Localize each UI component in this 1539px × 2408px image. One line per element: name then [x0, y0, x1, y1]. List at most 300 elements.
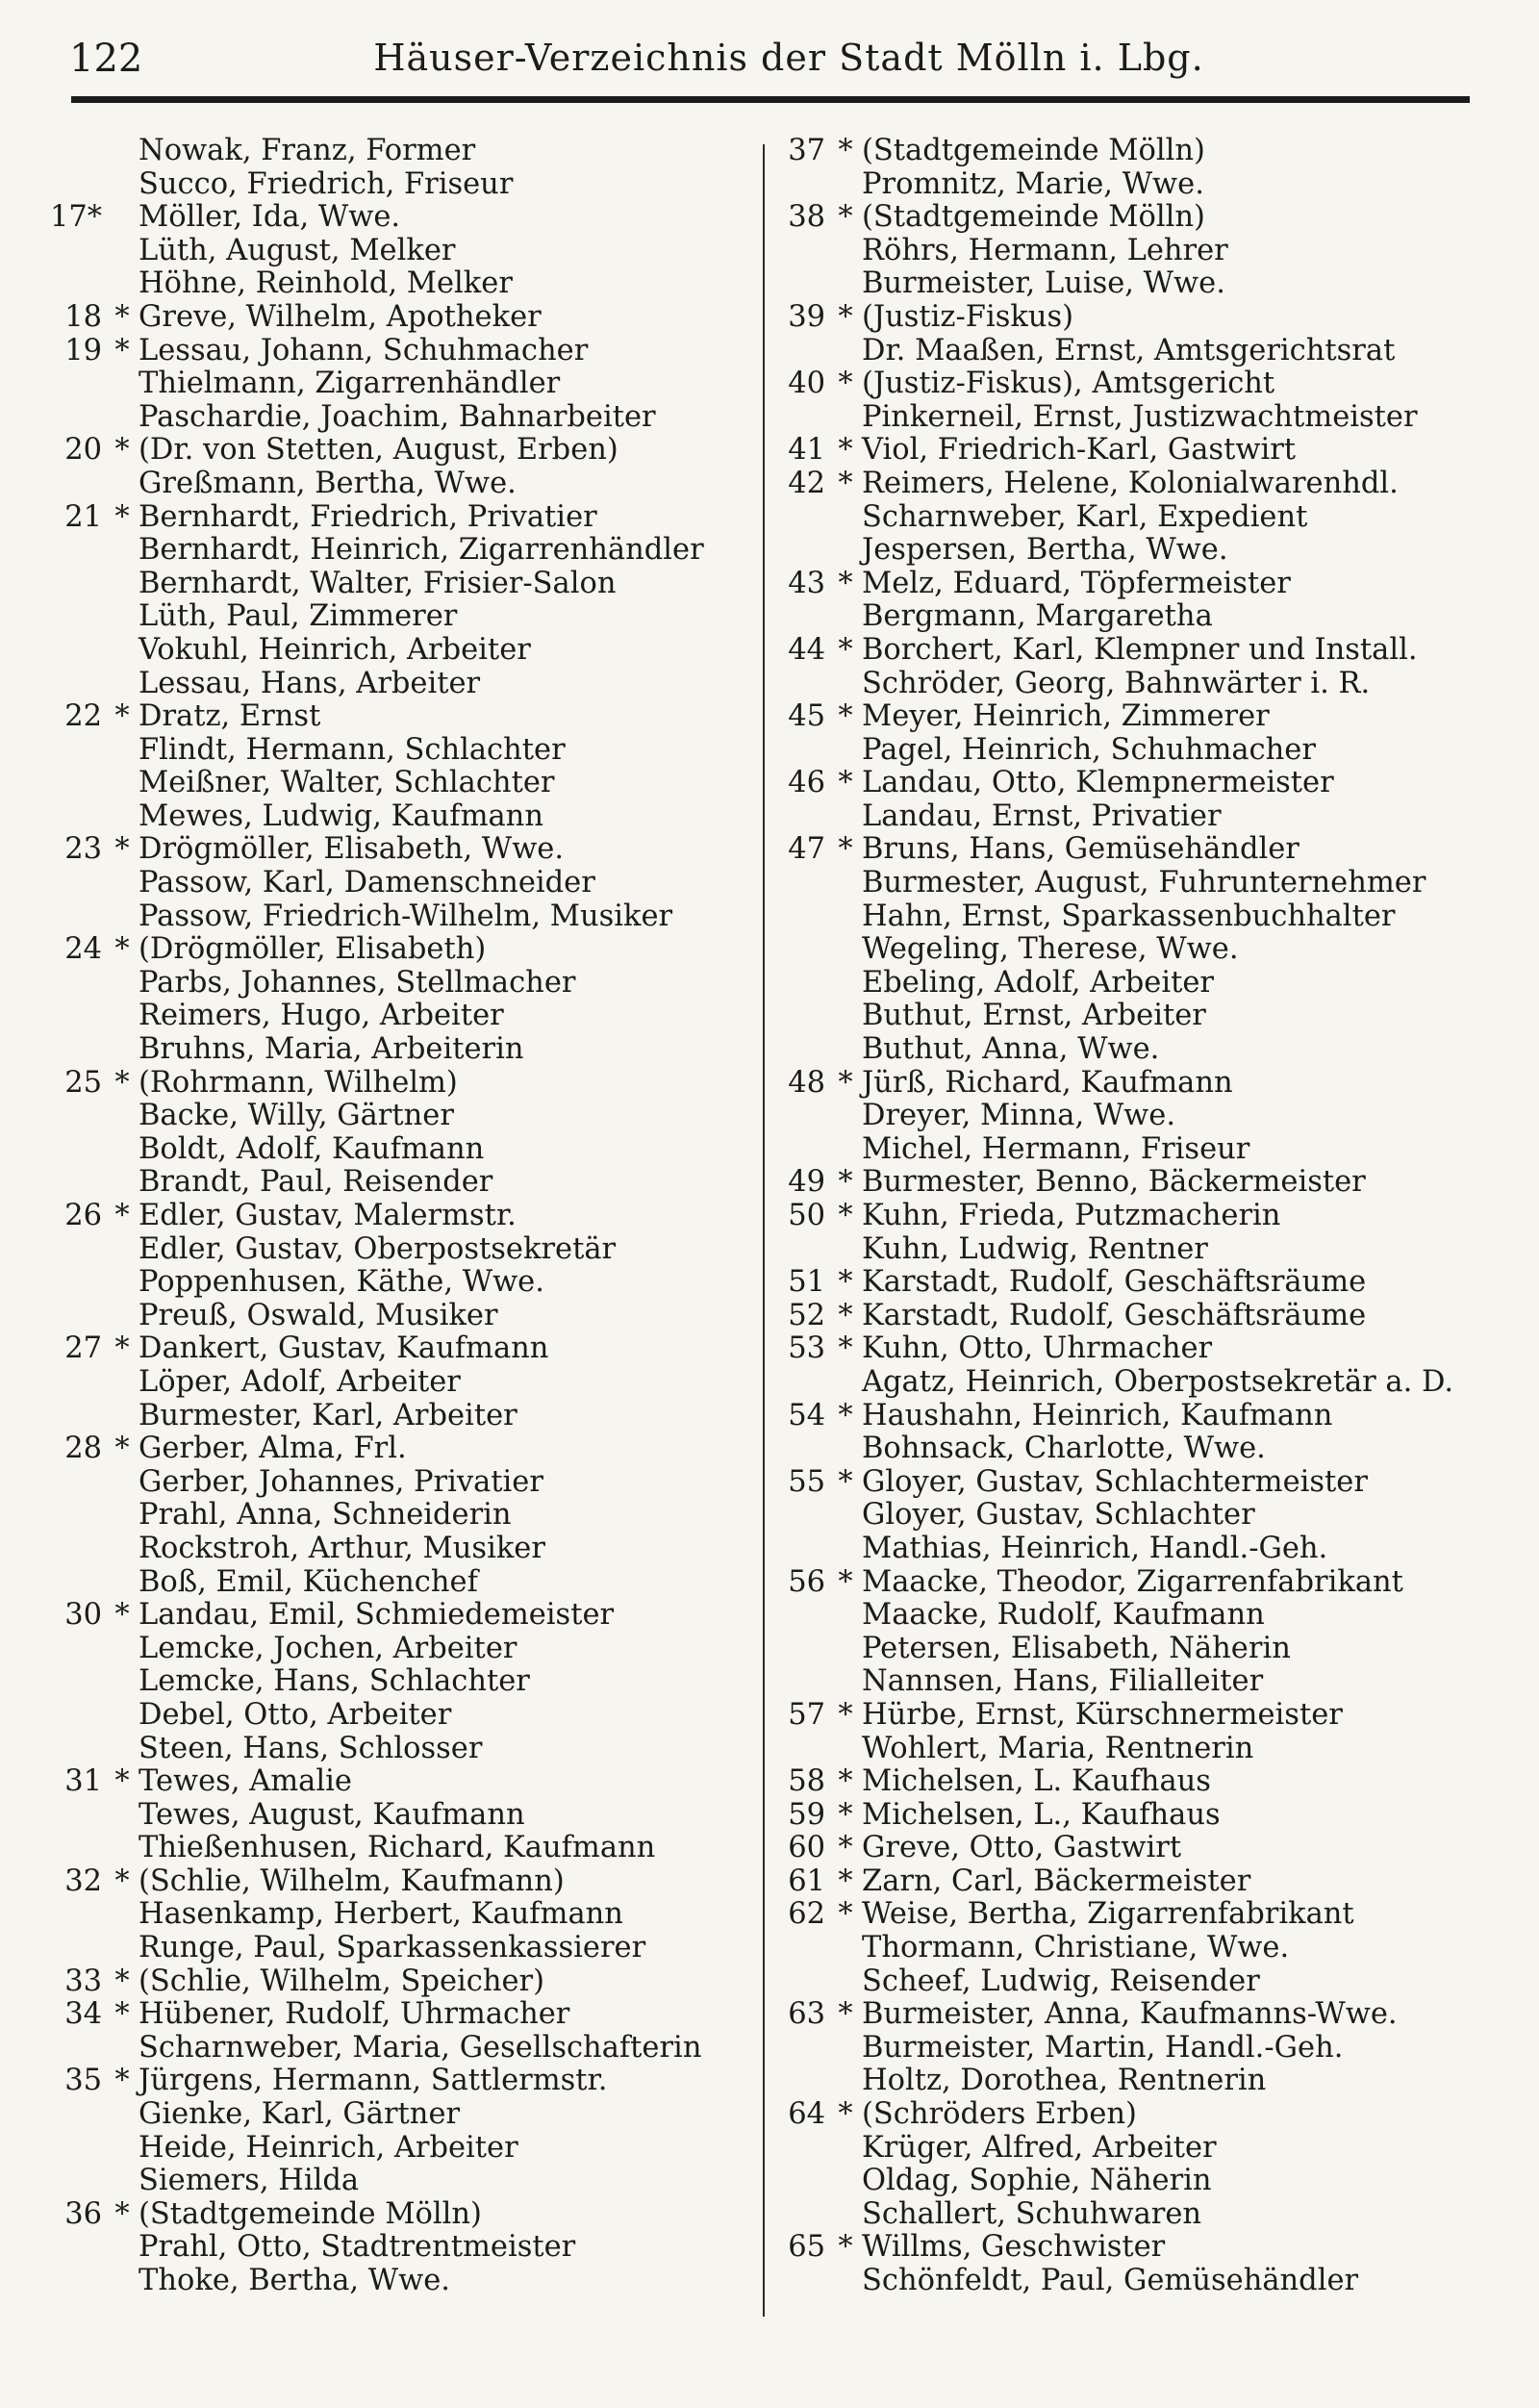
resident-name: Pinkerneil, Ernst, Justizwachtmeister	[862, 399, 1418, 434]
house-number	[770, 1665, 829, 1699]
resident-name: Greve, Otto, Gastwirt	[862, 1831, 1182, 1865]
house-number	[48, 1233, 106, 1267]
house-number: 24	[64, 932, 102, 967]
owner-mark	[829, 1733, 862, 1766]
directory-entry	[770, 1932, 1501, 1965]
resident-name: Schallert, Schuhwaren	[862, 2196, 1202, 2231]
directory-entry	[770, 2132, 1501, 2166]
directory-entry	[770, 900, 1501, 934]
resident-name: Thoke, Bertha, Wwe.	[139, 2264, 450, 2297]
house-number: 50	[788, 1199, 825, 1232]
resident-name: Meyer, Heinrich, Zimmerer	[862, 699, 1270, 734]
house-number: 56	[788, 1564, 825, 1599]
resident-name: Wohlert, Maria, Rentnerin	[862, 1731, 1254, 1765]
owner-mark	[829, 1599, 862, 1633]
owner-mark	[829, 1499, 862, 1533]
house-number: 34	[64, 1997, 102, 2032]
resident-name: Scharnweber, Karl, Expedient	[862, 499, 1308, 534]
directory-entry	[48, 1799, 750, 1833]
house-number	[770, 335, 829, 368]
house-number	[770, 600, 829, 634]
owner-mark	[829, 2265, 862, 2298]
house-number	[48, 2265, 106, 2298]
resident-name: Edler, Gustav, Oberpostsekretär	[139, 1231, 617, 1266]
owner-mark: *	[114, 499, 130, 534]
resident-name: Tewes, August, Kaufmann	[139, 1797, 525, 1832]
owner-mark	[106, 2098, 139, 2132]
resident-name: Burmeister, Anna, Kaufmanns-Wwe.	[862, 1997, 1398, 2032]
directory-entry	[770, 434, 1501, 468]
directory-entry	[48, 1432, 750, 1466]
directory-entry	[48, 534, 750, 568]
resident-name: Maacke, Theodor, Zigarrenfabrikant	[862, 1564, 1403, 1599]
house-number	[770, 401, 829, 435]
directory-entry	[48, 2231, 750, 2265]
directory-entry	[770, 2198, 1501, 2232]
directory-entry	[770, 1000, 1501, 1033]
house-number: 17*	[49, 200, 102, 235]
resident-name: Bruhns, Maria, Arbeiterin	[139, 1032, 524, 1067]
owner-mark: *	[838, 1199, 853, 1232]
directory-entry	[48, 700, 750, 734]
owner-mark	[106, 2231, 139, 2265]
resident-name: Schröder, Georg, Bahnwärter i. R.	[862, 666, 1371, 700]
house-number	[48, 1400, 106, 1433]
owner-mark	[106, 401, 139, 435]
owner-mark	[106, 634, 139, 668]
directory-entry	[48, 2032, 750, 2066]
directory-entry	[770, 201, 1501, 235]
owner-mark: *	[114, 299, 130, 334]
directory-entry	[48, 1832, 750, 1865]
directory-entry	[48, 1133, 750, 1167]
resident-name: Passow, Friedrich-Wilhelm, Musiker	[139, 899, 673, 933]
house-number	[48, 867, 106, 900]
owner-mark	[106, 1033, 139, 1067]
house-number	[770, 1033, 829, 1067]
directory-entry	[770, 867, 1501, 900]
directory-entry	[770, 1266, 1501, 1300]
house-number	[48, 1000, 106, 1033]
resident-name: Hasenkamp, Herbert, Kaufmann	[139, 1897, 623, 1932]
owner-mark: *	[838, 1831, 853, 1865]
directory-entry	[770, 1400, 1501, 1433]
resident-name: (Stadtgemeinde Mölln)	[862, 134, 1205, 167]
house-number	[48, 1832, 106, 1865]
house-number: 62	[788, 1897, 825, 1932]
house-number: 60	[788, 1831, 825, 1865]
directory-entry	[770, 1865, 1501, 1899]
directory-entry	[48, 1466, 750, 1500]
directory-entry	[48, 1233, 750, 1267]
owner-mark: *	[838, 433, 853, 468]
owner-mark	[829, 401, 862, 435]
resident-name: Prahl, Anna, Schneiderin	[139, 1498, 512, 1533]
resident-name: Boldt, Adolf, Kaufmann	[139, 1131, 485, 1166]
house-number	[770, 1932, 829, 1965]
house-number	[770, 800, 829, 834]
owner-mark	[106, 1533, 139, 1566]
house-number	[48, 1799, 106, 1833]
directory-entry	[48, 1067, 750, 1101]
directory-entry	[770, 568, 1501, 601]
directory-entry	[48, 668, 750, 701]
resident-name: Lüth, August, Melker	[139, 233, 456, 267]
resident-name: Buthut, Ernst, Arbeiter	[862, 999, 1206, 1033]
resident-name: Drögmöller, Elisabeth, Wwe.	[139, 832, 565, 867]
owner-mark	[106, 468, 139, 501]
resident-name: Borchert, Karl, Klempner und Install.	[862, 632, 1418, 667]
house-number	[48, 1466, 106, 1500]
resident-name: (Stadtgemeinde Mölln)	[862, 200, 1205, 235]
directory-entry	[770, 1233, 1501, 1267]
house-number	[48, 1366, 106, 1400]
resident-name: Steen, Hans, Schlosser	[139, 1731, 483, 1765]
house-number	[770, 534, 829, 568]
directory-entry	[770, 168, 1501, 202]
house-number	[48, 1300, 106, 1333]
resident-name: Flindt, Hermann, Schlachter	[139, 732, 566, 767]
directory-entry	[770, 2265, 1501, 2298]
resident-name: Lüth, Paul, Zimmerer	[139, 599, 458, 634]
directory-entry	[770, 1499, 1501, 1533]
directory-entry	[48, 2198, 750, 2232]
resident-name: Dr. Maaßen, Ernst, Amtsgerichtsrat	[862, 333, 1396, 368]
owner-mark	[106, 1633, 139, 1666]
owner-mark: *	[838, 134, 853, 167]
house-number	[48, 1266, 106, 1300]
owner-mark	[106, 734, 139, 768]
resident-name: Heide, Heinrich, Arbeiter	[139, 2130, 518, 2165]
directory-entry	[770, 335, 1501, 368]
resident-name: Agatz, Heinrich, Oberpostsekretär a. D.	[862, 1364, 1454, 1399]
owner-mark: *	[838, 1697, 853, 1732]
house-number	[48, 1533, 106, 1566]
resident-name: (Schröders Erben)	[862, 2097, 1137, 2132]
owner-mark	[829, 2065, 862, 2098]
owner-mark: *	[838, 632, 853, 667]
resident-name: Gloyer, Gustav, Schlachtermeister	[862, 1464, 1368, 1499]
house-number: 65	[788, 2230, 825, 2265]
house-number	[48, 1633, 106, 1666]
directory-entry	[770, 2065, 1501, 2098]
resident-name: Poppenhusen, Käthe, Wwe.	[139, 1265, 544, 1300]
house-number	[48, 267, 106, 301]
owner-mark	[106, 1100, 139, 1133]
resident-name: Kuhn, Ludwig, Rentner	[862, 1231, 1208, 1266]
resident-name: Jespersen, Bertha, Wwe.	[862, 533, 1228, 568]
directory-entry	[48, 1533, 750, 1566]
house-number: 52	[788, 1298, 825, 1332]
owner-mark	[829, 267, 862, 301]
owner-mark: *	[114, 1432, 130, 1466]
owner-mark	[106, 1266, 139, 1300]
resident-name: Scheef, Ludwig, Reisender	[862, 1964, 1260, 1998]
owner-mark	[106, 1799, 139, 1833]
owner-mark	[829, 967, 862, 1001]
directory-entry	[48, 734, 750, 768]
owner-mark: *	[114, 1598, 130, 1633]
directory-entry	[770, 1166, 1501, 1200]
owner-mark	[829, 1133, 862, 1167]
house-number	[770, 1366, 829, 1400]
house-number: 55	[788, 1464, 825, 1499]
resident-name: Meißner, Walter, Schlachter	[139, 766, 555, 800]
resident-name: Bergmann, Margaretha	[862, 599, 1213, 634]
owner-mark: *	[114, 1863, 130, 1898]
directory-entry	[770, 1067, 1501, 1101]
resident-name: Reimers, Helene, Kolonialwarenhdl.	[862, 466, 1399, 500]
directory-entry	[48, 1633, 750, 1666]
directory-entry	[48, 1765, 750, 1799]
resident-name: Edler, Gustav, Malermstr.	[139, 1199, 517, 1232]
directory-entry	[48, 1000, 750, 1033]
directory-entry	[770, 967, 1501, 1001]
resident-name: Jürß, Richard, Kaufmann	[862, 1065, 1233, 1100]
house-number: 64	[788, 2097, 825, 2132]
resident-name: Petersen, Elisabeth, Näherin	[862, 1631, 1291, 1665]
directory-entry	[770, 1566, 1501, 1600]
directory-entry	[48, 1898, 750, 1932]
owner-mark	[106, 267, 139, 301]
directory-entry	[48, 1665, 750, 1699]
resident-name: Wegeling, Therese, Wwe.	[862, 932, 1239, 967]
house-number	[770, 501, 829, 535]
resident-name: Gloyer, Gustav, Schlachter	[862, 1498, 1255, 1533]
house-number	[770, 967, 829, 1001]
directory-entry	[770, 1699, 1501, 1733]
house-number	[770, 2198, 829, 2232]
house-number	[770, 235, 829, 268]
owner-mark	[106, 1466, 139, 1500]
resident-name: Mathias, Heinrich, Handl.-Geh.	[862, 1531, 1328, 1565]
house-number	[770, 1599, 829, 1633]
owner-mark: *	[838, 1797, 853, 1832]
resident-name: Holtz, Dorothea, Rentnerin	[862, 2064, 1267, 2098]
resident-name: Bernhardt, Walter, Frisier-Salon	[139, 566, 617, 600]
directory-entry	[48, 634, 750, 668]
page-header	[69, 33, 1470, 90]
directory-entry	[48, 1599, 750, 1633]
house-number	[48, 168, 106, 202]
owner-mark: *	[838, 200, 853, 235]
resident-name: Jürgens, Hermann, Sattlermstr.	[139, 2064, 608, 2098]
owner-mark	[106, 1300, 139, 1333]
directory-entry	[48, 2098, 750, 2132]
page-title: Häuser-Verzeichnis der Stadt Mölln i. Lbg.	[373, 37, 1204, 79]
resident-name: Dratz, Ernst	[139, 699, 321, 734]
resident-name: Bohnsack, Charlotte, Wwe.	[862, 1432, 1266, 1466]
resident-name: Pagel, Heinrich, Schuhmacher	[862, 732, 1316, 767]
resident-name: Passow, Karl, Damenschneider	[139, 866, 595, 900]
house-number	[770, 1499, 829, 1533]
directory-entry	[48, 1200, 750, 1233]
house-number: 35	[64, 2064, 102, 2098]
house-number: 21	[64, 499, 102, 534]
directory-entry	[770, 1133, 1501, 1167]
owner-mark: *	[838, 2230, 853, 2265]
house-number	[770, 1432, 829, 1466]
directory-entry	[48, 301, 750, 335]
directory-entry	[770, 933, 1501, 967]
resident-name: Karstadt, Rudolf, Geschäftsräume	[862, 1298, 1367, 1332]
owner-mark: *	[838, 1764, 853, 1799]
house-number	[770, 734, 829, 768]
resident-name: Schönfeldt, Paul, Gemüsehändler	[862, 2264, 1359, 2297]
directory-entry	[770, 1533, 1501, 1566]
owner-mark	[106, 2165, 139, 2198]
directory-entry	[770, 2032, 1501, 2066]
directory-entry	[48, 933, 750, 967]
resident-name: Löper, Adolf, Arbeiter	[139, 1364, 461, 1399]
directory-entry	[48, 168, 750, 202]
directory-entry	[770, 1332, 1501, 1366]
directory-entry	[770, 734, 1501, 768]
resident-name: (Rohrmann, Wilhelm)	[139, 1065, 458, 1100]
owner-mark	[829, 501, 862, 535]
resident-name: Michelsen, L., Kaufhaus	[862, 1797, 1221, 1832]
house-number	[48, 135, 106, 168]
directory-entry	[48, 833, 750, 867]
directory-entry	[48, 1865, 750, 1899]
house-number	[770, 933, 829, 967]
house-number: 36	[64, 2196, 102, 2231]
resident-name: Scharnweber, Maria, Gesellschafterin	[139, 2030, 702, 2065]
resident-name: Prahl, Otto, Stadtrentmeister	[139, 2230, 576, 2265]
owner-mark	[829, 1432, 862, 1466]
owner-mark: *	[838, 1065, 853, 1100]
owner-mark	[829, 933, 862, 967]
resident-name: Bernhardt, Friedrich, Privatier	[139, 499, 597, 534]
house-number	[770, 668, 829, 701]
owner-mark: *	[114, 2196, 130, 2231]
directory-entry	[48, 1932, 750, 1965]
house-number: 18	[64, 299, 102, 334]
resident-name: (Schlie, Wilhelm, Kaufmann)	[139, 1863, 565, 1898]
owner-mark	[106, 1000, 139, 1033]
owner-mark	[106, 900, 139, 934]
resident-name: Kuhn, Otto, Uhrmacher	[862, 1331, 1213, 1366]
owner-mark	[829, 1633, 862, 1666]
directory-entry	[48, 900, 750, 934]
resident-name: Ebeling, Adolf, Arbeiter	[862, 965, 1214, 1000]
owner-mark	[106, 1233, 139, 1267]
directory-entry	[770, 1100, 1501, 1133]
resident-name: Karstadt, Rudolf, Geschäftsräume	[862, 1265, 1367, 1300]
owner-mark	[106, 1932, 139, 1965]
house-number	[48, 1033, 106, 1067]
house-number: 41	[788, 433, 825, 468]
resident-name: Röhrs, Hermann, Lehrer	[862, 233, 1228, 267]
resident-name: Paschardie, Joachim, Bahnarbeiter	[139, 399, 656, 434]
owner-mark	[106, 867, 139, 900]
owner-mark	[106, 201, 139, 235]
house-number: 25	[64, 1065, 102, 1100]
house-number	[48, 1699, 106, 1733]
resident-name: Maacke, Rudolf, Kaufmann	[862, 1598, 1265, 1633]
owner-mark	[829, 1932, 862, 1965]
resident-name: Burmester, Karl, Arbeiter	[139, 1398, 517, 1432]
owner-mark	[106, 800, 139, 834]
owner-mark	[106, 1733, 139, 1766]
owner-mark: *	[838, 466, 853, 500]
resident-name: Burmeister, Luise, Wwe.	[862, 266, 1225, 301]
owner-mark: *	[838, 2097, 853, 2132]
house-number	[770, 168, 829, 202]
owner-mark	[829, 800, 862, 834]
resident-name: (Schlie, Wilhelm, Speicher)	[139, 1964, 545, 1998]
house-number	[770, 2165, 829, 2198]
directory-entry	[770, 1366, 1501, 1400]
directory-entry	[770, 1765, 1501, 1799]
resident-name: Greßmann, Bertha, Wwe.	[139, 466, 517, 500]
owner-mark: *	[838, 1897, 853, 1932]
house-number	[48, 2132, 106, 2166]
resident-name: Greve, Wilhelm, Apotheker	[139, 299, 542, 334]
owner-mark: *	[114, 1997, 130, 2032]
house-number	[48, 2098, 106, 2132]
resident-name: Lessau, Hans, Arbeiter	[139, 666, 481, 700]
owner-mark	[106, 235, 139, 268]
owner-mark: *	[114, 1065, 130, 1100]
resident-name: Mewes, Ludwig, Kaufmann	[139, 798, 543, 833]
directory-entry	[48, 434, 750, 468]
directory-entry	[48, 1998, 750, 2032]
house-number	[48, 668, 106, 701]
owner-mark	[106, 967, 139, 1001]
directory-entry	[770, 668, 1501, 701]
resident-name: Bruns, Hans, Gemüsehändler	[862, 832, 1299, 867]
owner-mark: *	[838, 1564, 853, 1599]
directory-entry	[770, 235, 1501, 268]
directory-entry	[770, 1033, 1501, 1067]
house-number	[48, 1133, 106, 1167]
owner-mark	[106, 1832, 139, 1865]
directory-entry	[48, 501, 750, 535]
resident-name: Lemcke, Hans, Schlachter	[139, 1664, 530, 1699]
owner-mark: *	[114, 1199, 130, 1232]
directory-entry	[770, 301, 1501, 335]
resident-name: Haushahn, Heinrich, Kaufmann	[862, 1398, 1333, 1432]
directory-entry	[770, 1300, 1501, 1333]
resident-name: Michelsen, L. Kaufhaus	[862, 1764, 1211, 1799]
resident-name: Dreyer, Minna, Wwe.	[862, 1099, 1176, 1133]
house-number	[770, 1233, 829, 1267]
resident-name: Kuhn, Frieda, Putzmacherin	[862, 1199, 1281, 1232]
owner-mark: *	[838, 1863, 853, 1898]
owner-mark	[829, 1000, 862, 1033]
owner-mark: *	[114, 1331, 130, 1366]
owner-mark: *	[114, 932, 130, 967]
house-number: 45	[788, 699, 825, 734]
owner-mark: *	[838, 766, 853, 800]
directory-entry	[770, 1733, 1501, 1766]
owner-mark	[106, 1166, 139, 1200]
house-number	[48, 1100, 106, 1133]
owner-mark	[106, 168, 139, 202]
owner-mark: *	[838, 699, 853, 734]
resident-name: (Justiz-Fiskus)	[862, 299, 1074, 334]
house-number: 51	[788, 1265, 825, 1300]
directory-entry	[770, 1432, 1501, 1466]
directory-entry	[48, 401, 750, 435]
house-number: 33	[64, 1964, 102, 1998]
directory-entry	[770, 267, 1501, 301]
house-number: 22	[64, 699, 102, 734]
owner-mark: *	[838, 1398, 853, 1432]
resident-name: Höhne, Reinhold, Melker	[139, 266, 513, 301]
resident-name: Thießenhusen, Richard, Kaufmann	[139, 1831, 656, 1865]
